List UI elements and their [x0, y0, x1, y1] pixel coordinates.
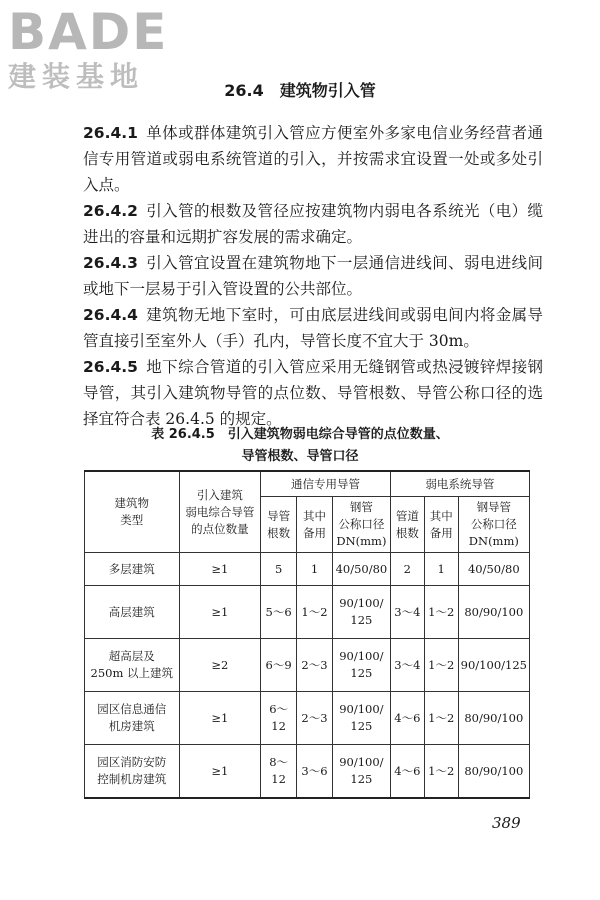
cell-telecom-spare: 2～3	[297, 692, 333, 745]
cell-telecom-diameter: 90/100/ 125	[332, 639, 390, 692]
cell-weak-diameter: 80/90/100	[458, 586, 529, 639]
header-weak-diameter: 钢导管 公称口径 DN(mm)	[458, 497, 529, 553]
cell-weak-spare: 1～2	[424, 586, 458, 639]
cell-weak-diameter: 80/90/100	[458, 692, 529, 745]
cell-telecom-diameter: 90/100/ 125	[332, 745, 390, 799]
cell-telecom-spare: 1～2	[297, 586, 333, 639]
cell-telecom-count: 5～6	[261, 586, 297, 639]
cell-type: 高层建筑	[85, 586, 180, 639]
cell-points: ≥1	[179, 586, 261, 639]
cell-weak-diameter: 80/90/100	[458, 745, 529, 799]
header-telecom-diameter: 钢管 公称口径 DN(mm)	[332, 497, 390, 553]
header-telecom-group: 通信专用导管	[261, 471, 391, 497]
cell-weak-count: 3～4	[390, 639, 424, 692]
header-weak-group: 弱电系统导管	[390, 471, 529, 497]
header-building-type: 建筑物 类型	[85, 471, 180, 553]
header-weak-count: 管道 根数	[390, 497, 424, 553]
clause-26-4-2: 26.4.2 引入管的根数及管径应按建筑物内弱电各系统光（电）缆进出的容量和远期扩容发展的需求确定。	[83, 202, 543, 246]
table-caption	[0, 424, 600, 468]
clause-26-4-4: 26.4.4 建筑物无地下室时，可由底层进线间或弱电间内将金属导管直接引至室外人（手）孔内，导管长度不宜大于 30m。	[83, 306, 543, 350]
cell-weak-spare: 1～2	[424, 692, 458, 745]
cell-points: ≥1	[179, 553, 261, 586]
cell-type: 超高层及 250m 以上建筑	[85, 639, 180, 692]
section-title: 26.4 建筑物引入管	[224, 81, 376, 100]
header-weak-spare: 其中 备用	[424, 497, 458, 553]
cell-telecom-diameter: 90/100/ 125	[332, 586, 390, 639]
cell-telecom-count: 6～12	[261, 692, 297, 745]
cell-weak-count: 4～6	[390, 745, 424, 799]
cell-points: ≥1	[179, 745, 261, 799]
cell-telecom-spare: 2～3	[297, 639, 333, 692]
table-row	[85, 553, 530, 586]
clause-26-4-1: 26.4.1 单体或群体建筑引入管应方便室外多家电信业务经营者通信专用管道或弱电系统管道的引入，并按需求宜设置一处或多处引入点。	[83, 124, 543, 194]
cell-points: ≥2	[179, 639, 261, 692]
cell-weak-count: 3～4	[390, 586, 424, 639]
cell-weak-spare: 1～2	[424, 639, 458, 692]
conduit-spec-table	[84, 470, 530, 799]
cell-weak-count: 4～6	[390, 692, 424, 745]
table-row	[85, 745, 530, 799]
cell-type: 园区消防安防 控制机房建筑	[85, 745, 180, 799]
table-caption-line2: 导管根数、导管口径	[241, 449, 359, 464]
cell-weak-diameter: 90/100/125	[458, 639, 529, 692]
clause-list	[83, 120, 543, 432]
cell-telecom-diameter: 90/100/ 125	[332, 692, 390, 745]
cell-telecom-diameter: 40/50/80	[332, 553, 390, 586]
cell-telecom-spare: 1	[297, 553, 333, 586]
cell-telecom-count: 5	[261, 553, 297, 586]
page-number: 389	[492, 814, 521, 832]
cell-type: 园区信息通信 机房建筑	[85, 692, 180, 745]
cell-telecom-spare: 3～6	[297, 745, 333, 799]
cell-telecom-count: 8～12	[261, 745, 297, 799]
cell-weak-count: 2	[390, 553, 424, 586]
cell-type: 多层建筑	[85, 553, 180, 586]
table-row	[85, 639, 530, 692]
table-caption-line1: 表 26.4.5 引入建筑物弱电综合导管的点位数量、	[151, 427, 449, 442]
cell-weak-spare: 1～2	[424, 745, 458, 799]
table-row	[85, 692, 530, 745]
cell-weak-spare: 1	[424, 553, 458, 586]
clause-26-4-5: 26.4.5 地下综合管道的引入管应采用无缝钢管或热浸镀锌焊接钢导管，其引入建筑物导管的点位数、导管根数、导管公称口径的选择宜符合表 26.4.5 的规定。	[83, 358, 543, 428]
clause-26-4-3: 26.4.3 引入管宜设置在建筑物地下一层通信进线间、弱电进线间或地下一层易于引入管设置的公共部位。	[83, 254, 543, 298]
cell-weak-diameter: 40/50/80	[458, 553, 529, 586]
logo-subtitle: 建装基地	[8, 60, 145, 93]
cell-telecom-count: 6～9	[261, 639, 297, 692]
header-point-count: 引入建筑 弱电综合导管 的点位数量	[179, 471, 261, 553]
logo-wordmark: BADE	[8, 3, 169, 61]
header-telecom-count: 导管 根数	[261, 497, 297, 553]
table-row	[85, 586, 530, 639]
cell-points: ≥1	[179, 692, 261, 745]
header-telecom-spare: 其中 备用	[297, 497, 333, 553]
